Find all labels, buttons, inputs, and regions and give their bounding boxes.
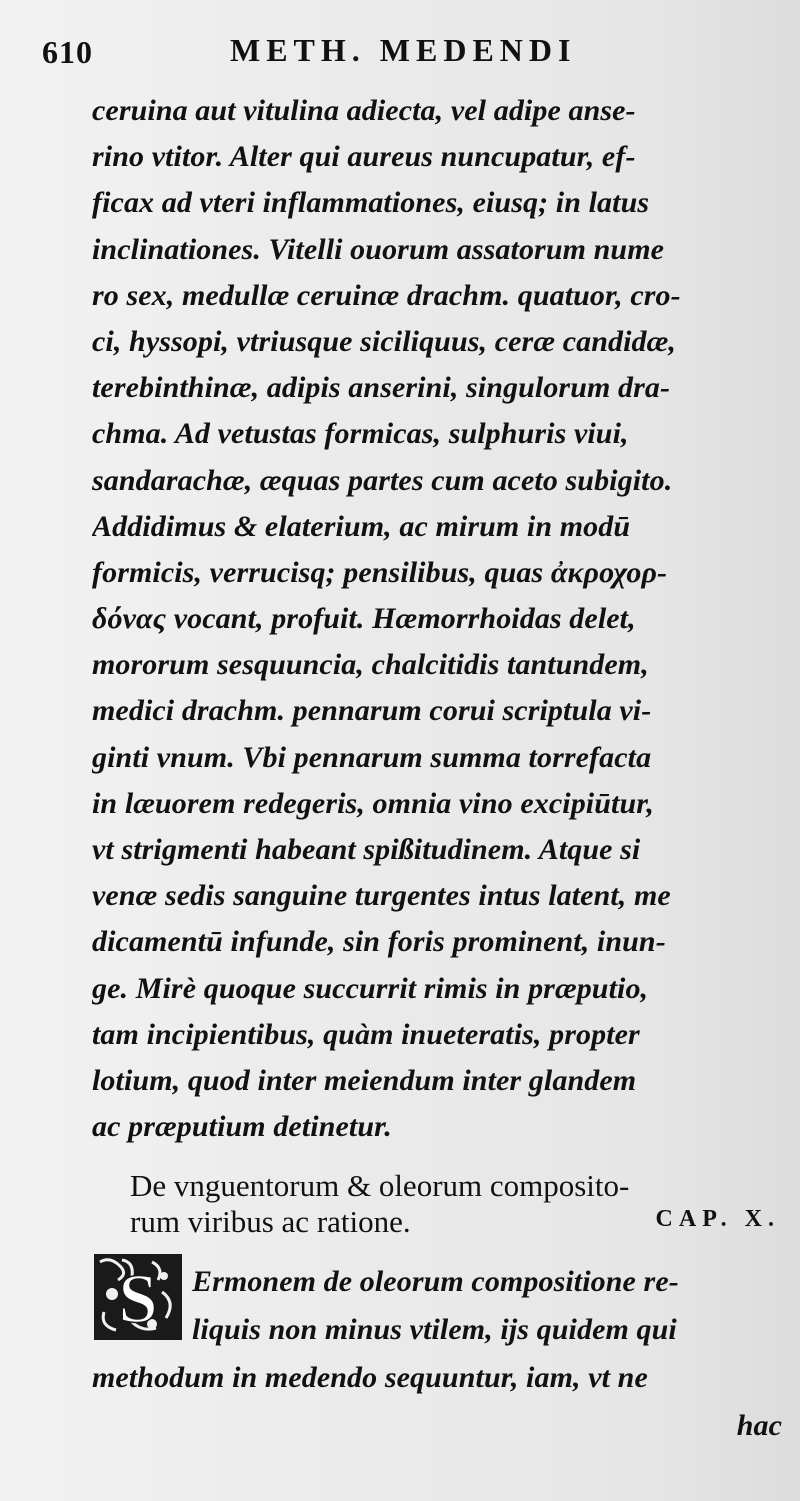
body-text [92, 88, 782, 1150]
text-line: ceruina aut vitulina adiecta, vel adipe anse- [92, 94, 636, 127]
text-line: lotium, quod inter meiendum inter glandem [92, 1063, 637, 1097]
text-line: δόνας vocant, profuit. Hæmorrhoidas delet, [92, 602, 636, 636]
text-line: tam incipientibus, quàm inueteratis, propter [92, 1017, 640, 1051]
text-line: dicamentū infunde, sin foris prominent, inun- [92, 925, 666, 959]
text-line: venæ sedis sanguine turgentes intus latent, me [92, 879, 671, 913]
text-line: mororum sesquuncia, chalcitidis tantundem, [92, 648, 649, 682]
text-line: ac præputium detinetur. [92, 1110, 392, 1144]
chapter-label: CAP. X. [655, 1206, 780, 1232]
text-line: formicis, verrucisq; pensilibus, quas ἀκροχορ- [92, 555, 668, 589]
text-line: medici drachm. pennarum corui scriptula vi- [92, 694, 652, 728]
text-line: inclinationes. Vitelli ouorum assatorum nume [92, 232, 665, 266]
text-line: Ermonem de oleorum compositione re- [192, 1265, 679, 1298]
running-title: METH. MEDENDI [230, 32, 577, 68]
chapter-heading-line: De vnguentorum & oleorum composito- [130, 1168, 630, 1203]
text-line: methodum in medendo sequuntur, iam, vt ne [92, 1361, 648, 1394]
text-line: ge. Mirè quoque succurrit rimis in præputio, [92, 971, 649, 1005]
text-line: ginti vnum. Vbi pennarum summa torrefacta [92, 740, 652, 774]
text-line: ci, hyssopi, vtriusque siciliquus, ceræ candidæ, [92, 324, 676, 358]
catchword: hac [736, 1409, 782, 1442]
page-number: 610 [42, 34, 93, 70]
text-line: sandarachæ, æquas partes cum aceto subigito. [92, 463, 673, 497]
dropcap-letter: S [118, 1261, 158, 1338]
text-line: in læuorem redegeris, omnia vino excipiūtur, [92, 786, 654, 820]
text-line: ficax ad vteri inflammationes, eiusq; in latus [92, 186, 650, 220]
text-line: Addidimus & elaterium, ac mirum in modū [92, 509, 631, 543]
text-line: chma. Ad vetustas formicas, sulphuris viui, [92, 417, 629, 451]
chapter-heading-line: rum viribus ac ratione. [130, 1204, 411, 1239]
chapter-heading [130, 1168, 780, 1240]
text-line: ro sex, medullæ ceruinæ drachm. quatuor, cro- [92, 278, 681, 312]
text-line: terebinthinæ, adipis anserini, singulorum dra- [92, 371, 671, 405]
running-head [42, 26, 760, 76]
text-line: rino vtitor. Alter qui aureus nuncupatur, ef- [92, 140, 636, 174]
text-line: liquis non minus vtilem, ijs quidem qui [192, 1313, 677, 1346]
text-line: vt strigmenti habeant spißitudinem. Atque si [92, 833, 641, 866]
chapter-body [92, 1258, 782, 1450]
